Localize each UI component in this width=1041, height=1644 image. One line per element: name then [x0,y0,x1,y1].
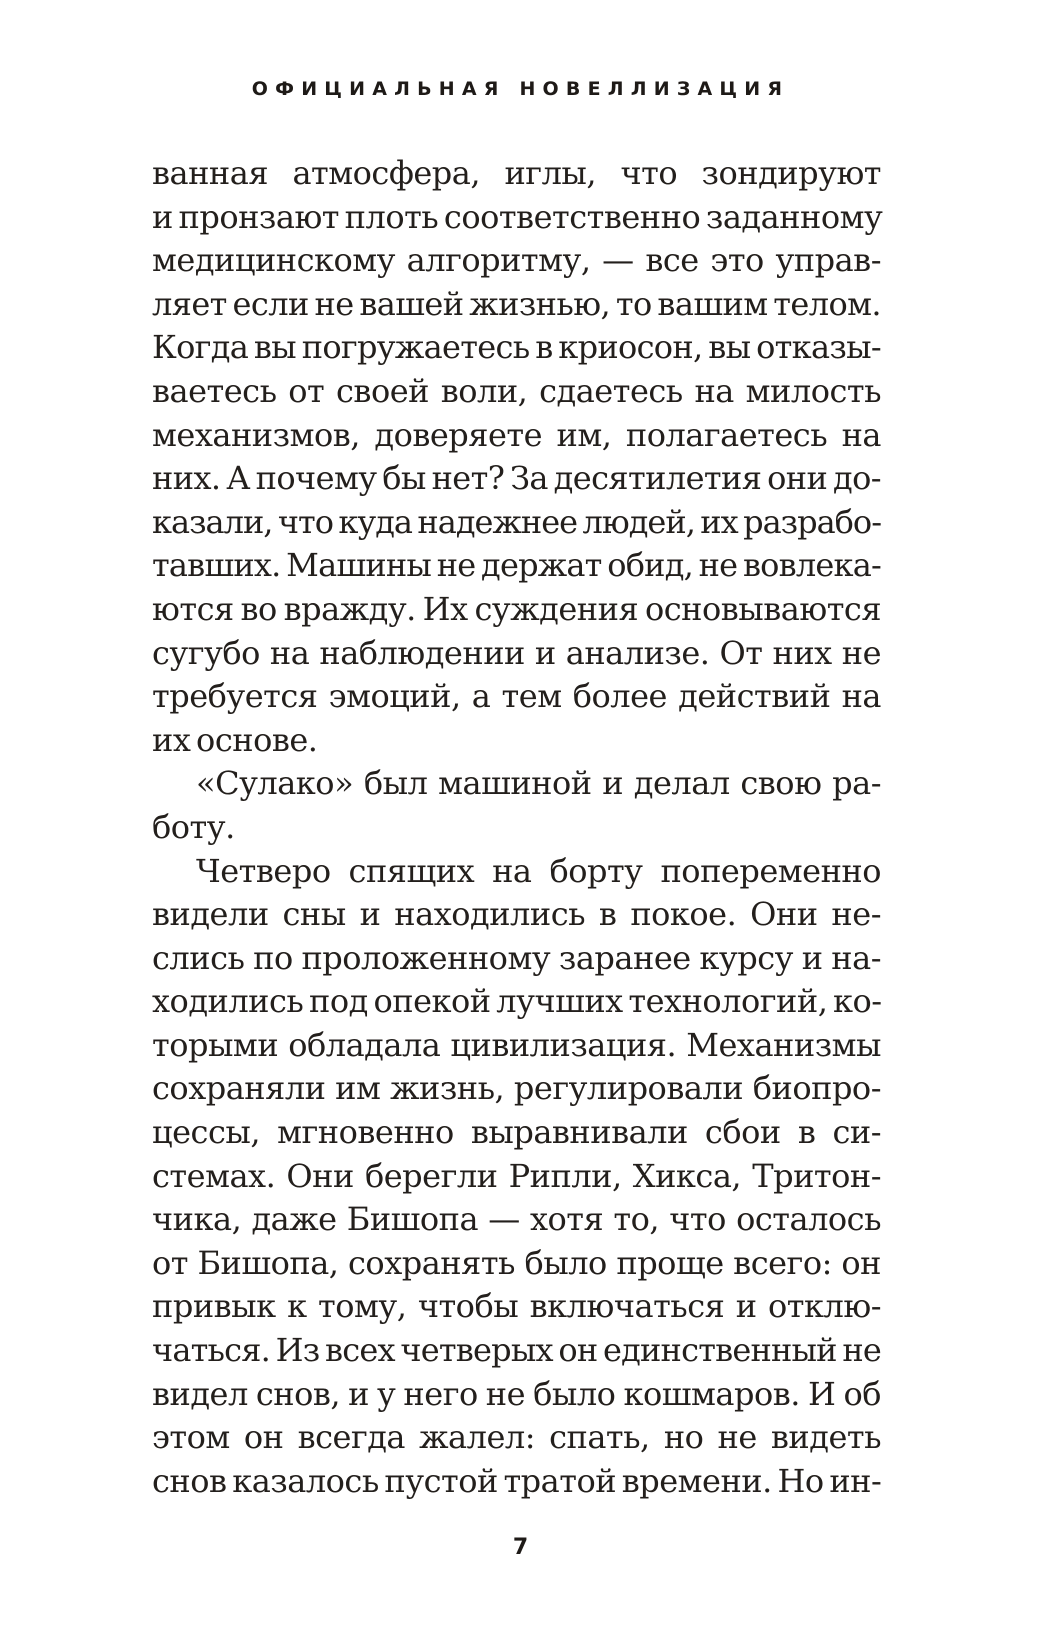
text-line: чика, даже Бишопа — хотя то, что осталось [152,1200,881,1239]
text-line: чаться. Из всех четверых он единственный не [152,1331,881,1370]
text-line: видели сны и находились в покое. Они не- [152,895,881,934]
text-line: привык к тому, чтобы включаться и отклю- [152,1287,881,1326]
text-line: от Бишопа, сохранять было проще всего: он [152,1243,881,1282]
text-line: «Сулако» был машиной и делал свою ра- [196,764,881,803]
text-line: ляет если не вашей жизнью, то вашим телом. [152,284,881,323]
body-text [152,152,881,1503]
text-line: снов казалось пустой тратой времени. Но ин- [152,1461,882,1500]
text-line: слись по проложенному заранее курсу и на- [152,938,881,977]
text-line: медицинскому алгоритму, — все это управ- [152,241,881,280]
text-line: цессы, мгновенно выравнивали сбои в си- [152,1113,881,1152]
text-line: сохраняли им жизнь, регулировали биопро- [152,1069,881,1108]
text-line: тавших. Машины не держат обид, не вовлека- [152,546,881,585]
text-line: них. А почему бы нет? За десятилетия они до- [152,459,881,498]
text-line: сугубо на наблюдении и анализе. От них не [152,633,881,672]
text-line: этом он всегда жалел: спать, но не видеть [152,1418,881,1457]
text-line: торыми обладала цивилизация. Механизмы [152,1025,881,1064]
page-number: 7 [512,1535,529,1560]
text-line: ваетесь от своей воли, сдаетесь на милость [152,371,881,410]
text-line: Четверо спящих на борту попеременно [196,851,881,890]
text-line: стемах. Они берегли Рипли, Хикса, Тритон- [152,1156,881,1195]
text-line: видел снов, и у него не было кошмаров. И об [152,1374,881,1413]
text-line: требуется эмоций, а тем более действий на [152,677,881,716]
text-line: казали, что куда надежнее людей, их разрабо- [152,502,881,541]
text-line: и пронзают плоть соответственно заданному [152,197,883,236]
text-line: ются во вражду. Их суждения основываются [152,589,881,628]
text-line: ванная атмосфера, иглы, что зондируют [152,154,881,192]
text-line: Когда вы погружаетесь в криосон, вы отказы- [152,328,881,367]
text-line: их основе. [152,720,318,759]
text-line: механизмов, доверяете им, полагаетесь на [152,415,881,454]
text-line: ходились под опекой лучших технологий, ко- [152,982,882,1021]
text-line: боту. [152,807,235,846]
running-header: ОФИЦИАЛЬНАЯ НОВЕЛЛИЗАЦИЯ [251,78,790,100]
